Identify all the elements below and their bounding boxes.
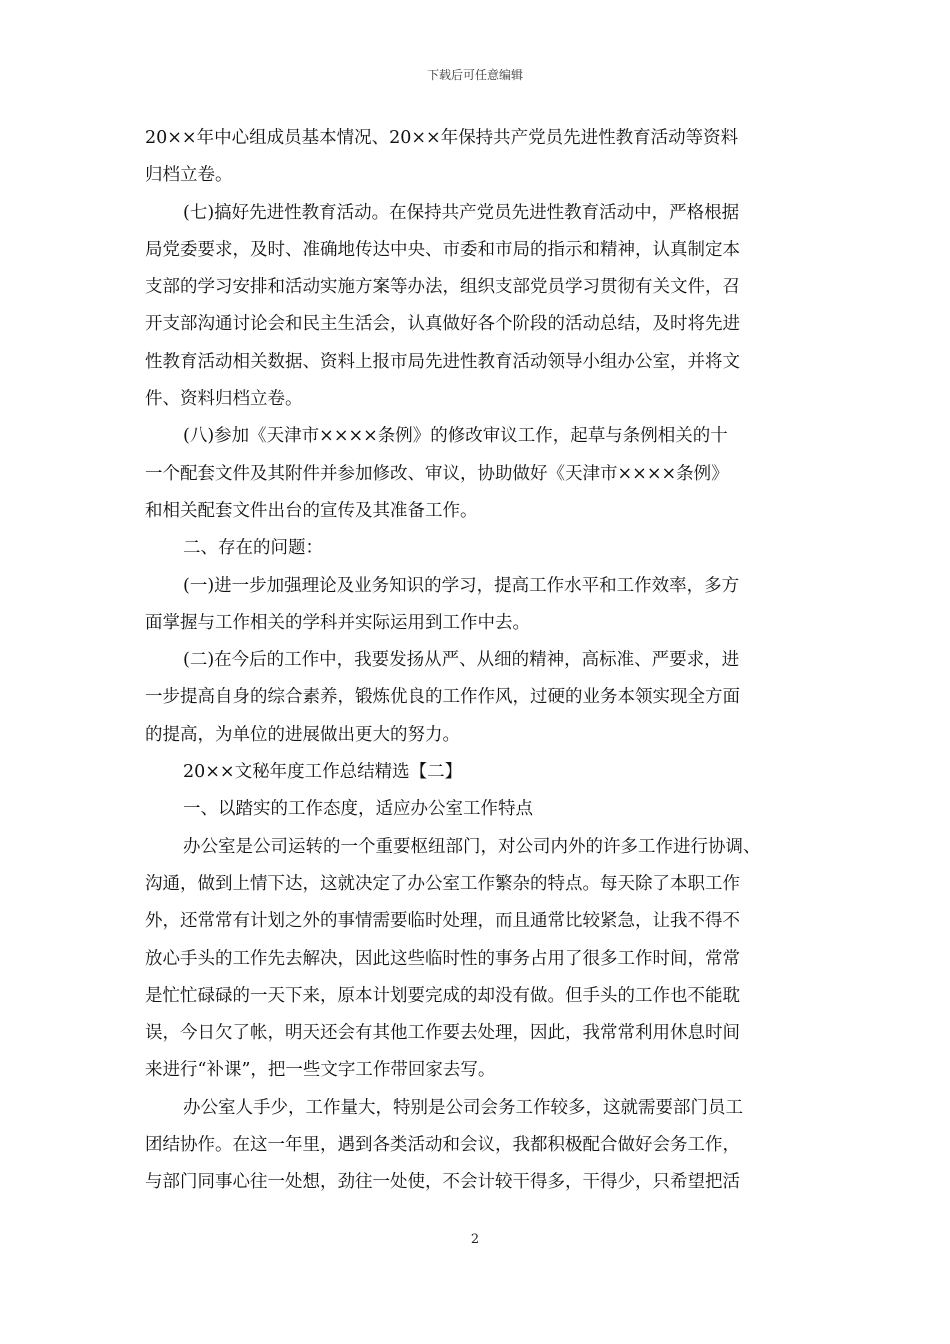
text-line: 放心手头的工作先去解决，因此这些临时性的事务占用了很多工作时间，常常 [145, 948, 740, 969]
article-title: 20××文秘年度工作总结精选【二】 [183, 762, 463, 783]
text-line: 误，今日欠了帐，明天还会有其他工作要去处理，因此，我常常利用休息时间 [145, 1023, 740, 1044]
page-number: 2 [470, 1232, 480, 1247]
text-line: 归档立卷。 [145, 165, 233, 186]
text-line: 20××年中心组成员基本情况、20××年保持共产党员先进性教育活动等资料 [145, 128, 739, 148]
text-line: 件、资料归档立卷。 [145, 389, 303, 410]
text-line: 的提高，为单位的进展做出更大的努力。 [145, 724, 460, 745]
text-line: 开支部沟通讨论会和民主生活会，认真做好各个阶段的活动总结，及时将先进 [145, 314, 740, 335]
text-line: 外，还常常有计划之外的事情需要临时处理，而且通常比较紧急，让我不得不 [145, 911, 740, 932]
text-line: 面掌握与工作相关的学科并实际运用到工作中去。 [145, 612, 530, 633]
text-line: 局党委要求，及时、准确地传达中央、市委和市局的指示和精神，认真制定本 [145, 239, 740, 260]
text-line: 来进行“补课”，把一些文字工作带回家去写。 [145, 1060, 496, 1081]
text-line: 是忙忙碌碌的一天下来，原本计划要完成的却没有做。但手头的工作也不能耽 [145, 985, 740, 1006]
text-line: 性教育活动相关数据、资料上报市局先进性教育活动领导小组办公室，并将文 [145, 351, 740, 372]
section-heading: 一、以踏实的工作态度，适应办公室工作特点 [183, 799, 533, 820]
text-line: 一步提高自身的综合素养，锻炼优良的工作作风，过硬的业务本领实现全方面 [145, 687, 740, 708]
paragraph-start-line: 办公室是公司运转的一个重要枢纽部门，对公司内外的许多工作进行协调、 [183, 836, 761, 857]
section-heading: 二、存在的问题： [183, 538, 323, 559]
text-line: 和相关配套文件出台的宣传及其准备工作。 [145, 500, 478, 521]
text-line: 沟通，做到上情下达，这就决定了办公室工作繁杂的特点。每天除了本职工作 [145, 873, 740, 894]
paragraph-start-line: (二)在今后的工作中，我要发扬从严、从细的精神，高标准、严要求，进 [183, 650, 740, 671]
text-line: 团结协作。在这一年里，遇到各类活动和会议，我都积极配合做好会务工作， [145, 1135, 740, 1156]
paragraph-start-line: (八)参加《天津市××××条例》的修改审议工作，起草与条例相关的十 [183, 426, 728, 447]
page-header: 下载后可任意编辑 [426, 68, 523, 82]
text-line: 支部的学习安排和活动实施方案等办法，组织支部党员学习贯彻有关文件，召 [145, 277, 740, 298]
paragraph-start-line: (一)进一步加强理论及业务知识的学习，提高工作水平和工作效率，多方 [183, 575, 740, 596]
paragraph-start-line: (七)搞好先进性教育活动。在保持共产党员先进性教育活动中，严格根据 [183, 202, 740, 223]
document-body [145, 120, 807, 1202]
text-line: 与部门同事心往一处想，劲往一处使，不会计较干得多，干得少，只希望把活 [145, 1172, 740, 1193]
text-line: 一个配套文件及其附件并参加修改、审议，协助做好《天津市××××条例》 [145, 463, 729, 484]
paragraph-start-line: 办公室人手少，工作量大，特别是公司会务工作较多，这就需要部门员工 [183, 1097, 743, 1118]
